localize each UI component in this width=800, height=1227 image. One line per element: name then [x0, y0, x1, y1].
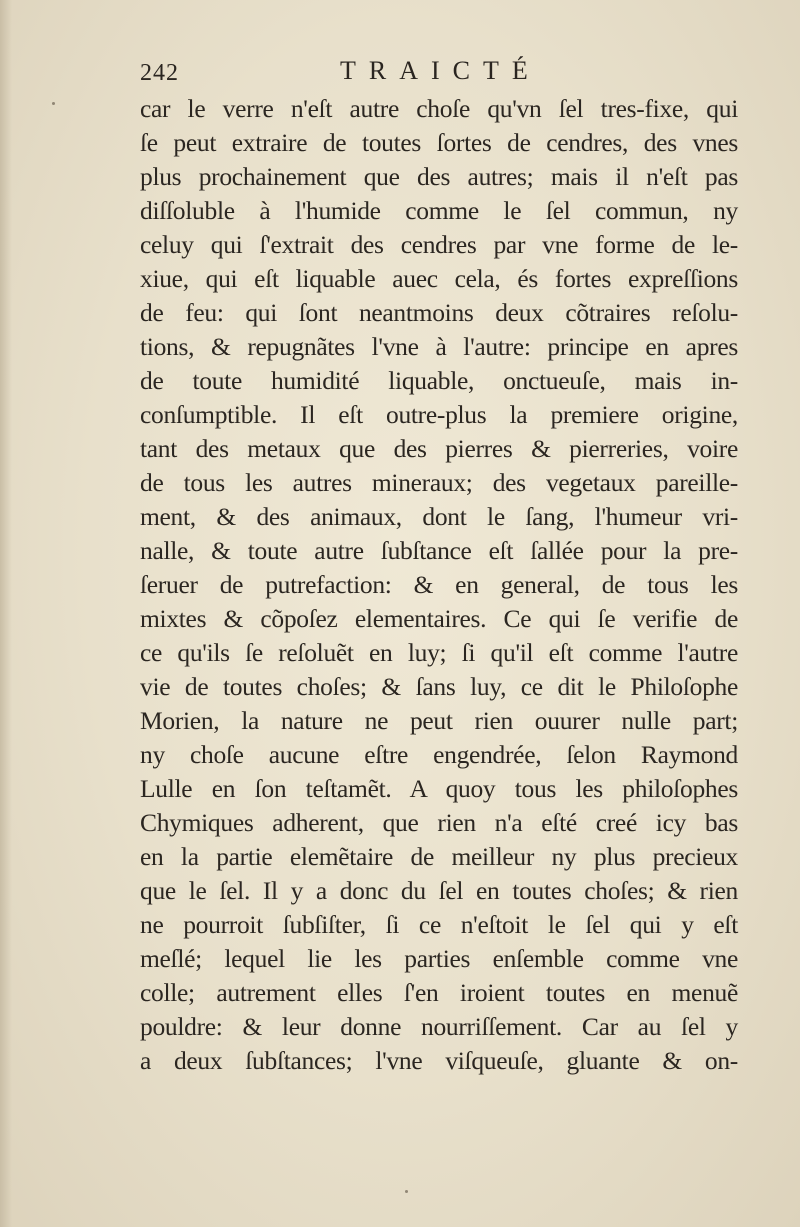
text-line: de tous les autres mineraux; des vegetaux pareille- [140, 468, 738, 497]
text-line: ſeruer de putrefaction: & en general, de tous les [140, 570, 738, 599]
gutter-shadow [0, 0, 12, 1227]
text-line: nalle, & toute autre ſubſtance eſt ſallée pour la pre- [140, 536, 738, 565]
text-line: Lulle en ſon teſtamẽt. A quoy tous les philoſophes [140, 774, 738, 803]
text-line: ce qu'ils ſe reſoluẽt en luy; ſi qu'il eſt comme l'autre [140, 638, 738, 667]
text-line: celuy qui ſ'extrait des cendres par vne forme de le- [140, 230, 738, 259]
text-line: tant des metaux que des pierres & pierreries, voire [140, 434, 738, 463]
text-line: car le verre n'eſt autre choſe qu'vn ſel tres-fixe, qui [140, 94, 738, 123]
text-line: diſſoluble à l'humide comme le ſel commun, ny [140, 196, 738, 225]
text-line: xiue, qui eſt liquable auec cela, és fortes expreſſions [140, 264, 738, 293]
ink-speck [405, 1190, 408, 1193]
text-line: conſumptible. Il eſt outre-plus la premiere origine, [140, 400, 738, 429]
text-line: vie de toutes choſes; & ſans luy, ce dit le Philoſophe [140, 672, 738, 701]
text-line: en la partie elemẽtaire de meilleur ny plus precieux [140, 842, 738, 871]
ink-speck [52, 102, 55, 105]
text-line: tions, & repugnãtes l'vne à l'autre: principe en apres [140, 332, 738, 361]
text-line: de feu: qui ſont neantmoins deux cõtraires reſolu- [140, 298, 738, 327]
text-line: que le ſel. Il y a donc du ſel en toutes choſes; & rien [140, 876, 738, 905]
page-number: 242 [140, 60, 179, 86]
text-line: Morien, la nature ne peut rien ouurer nulle part; [140, 706, 738, 735]
body-text [140, 92, 738, 1078]
text-line: Chymiques adherent, que rien n'a eſté creé icy bas [140, 808, 738, 837]
text-line: de toute humidité liquable, onctueuſe, mais in- [140, 366, 738, 395]
text-line: ne pourroit ſubſiſter, ſi ce n'eſtoit le ſel qui y eſt [140, 910, 738, 939]
text-line: meſlé; lequel lie les parties enſemble comme vne [140, 944, 738, 973]
text-line: ny choſe aucune eſtre engendrée, ſelon Raymond [140, 740, 738, 769]
text-line: colle; autrement elles ſ'en iroient toutes en menuẽ [140, 978, 738, 1007]
running-head: TRAICTÉ [340, 56, 541, 85]
text-line: plus prochainement que des autres; mais il n'eſt pas [140, 162, 738, 191]
text-line: a deux ſubſtances; l'vne viſqueuſe, gluante & on- [140, 1046, 738, 1075]
text-line: ſe peut extraire de toutes ſortes de cendres, des vnes [140, 128, 738, 157]
text-line: pouldre: & leur donne nourriſſement. Car au ſel y [140, 1012, 738, 1041]
text-line: mixtes & cõpoſez elementaires. Ce qui ſe verifie de [140, 604, 738, 633]
text-line: ment, & des animaux, dont le ſang, l'humeur vri- [140, 502, 738, 531]
page-header [140, 56, 740, 92]
